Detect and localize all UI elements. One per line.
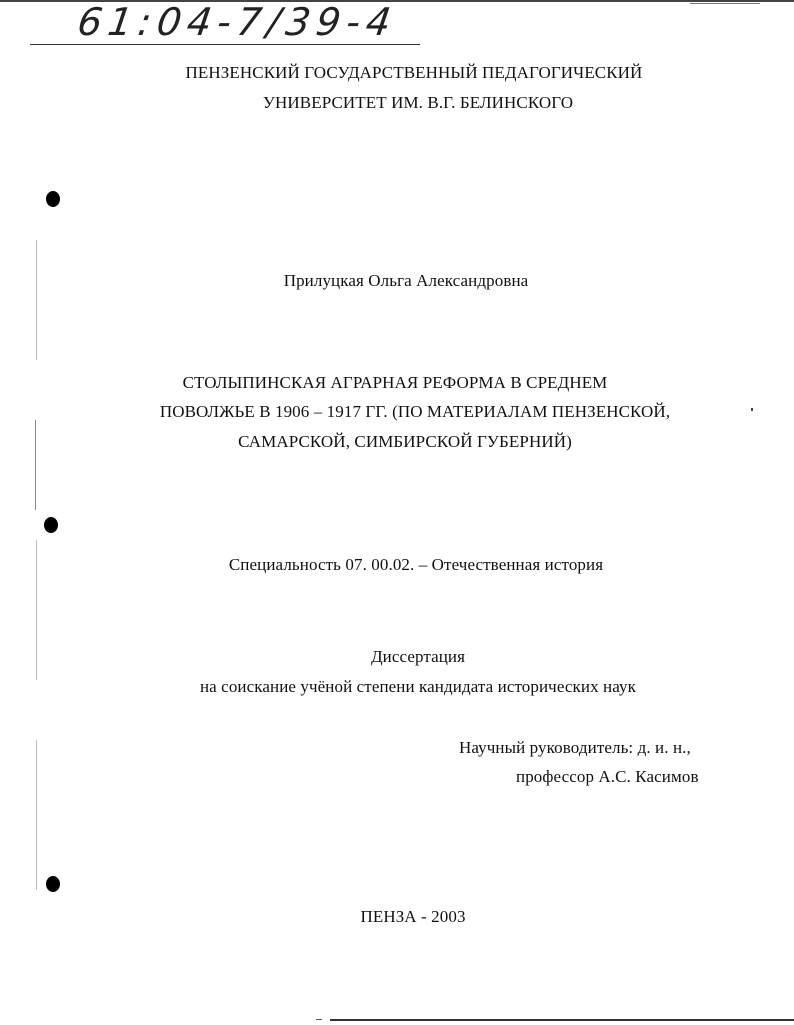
punch-hole-top [46, 191, 60, 207]
specialty: Специальность 07. 00.02. – Отечественная история [228, 555, 604, 574]
university-name-line-2: УНИВЕРСИТЕТ ИМ. В.Г. БЕЛИНСКОГО [262, 93, 574, 112]
supervisor-label: Научный руководитель: д. и. н., [459, 738, 691, 757]
archive-code-underline [30, 44, 420, 45]
thesis-title-line-3: САМАРСКОЙ, СИМБИРСКОЙ ГУБЕРНИЙ) [238, 432, 572, 451]
place-and-year: ПЕНЗА - 2003 [360, 907, 466, 926]
author-name: Прилуцкая Ольга Александровна [283, 271, 529, 290]
scan-top-right-mark [690, 3, 760, 4]
scan-bottom-speck [316, 1019, 322, 1020]
scan-left-edge-4 [36, 740, 37, 890]
supervisor-name: профессор А.С. Касимов [516, 767, 699, 786]
university-name-line-1: ПЕНЗЕНСКИЙ ГОСУДАРСТВЕННЫЙ ПЕДАГОГИЧЕСКИЙ [185, 63, 643, 82]
punch-hole-bottom [46, 876, 60, 892]
archive-code: 61:04-7/39-4 [74, 0, 400, 44]
scan-bottom-edge [330, 1019, 794, 1021]
punch-hole-middle [44, 517, 58, 533]
work-type: Диссертация [370, 647, 466, 666]
thesis-title-line-2: ПОВОЛЖЬЕ В 1906 – 1917 ГГ. (ПО МАТЕРИАЛАМ ПЕНЗЕНСКОЙ, [159, 402, 671, 421]
degree-purpose: на соискание учёной степени кандидата исторических наук [199, 677, 636, 696]
thesis-title-line-1: СТОЛЫПИНСКАЯ АГРАРНАЯ РЕФОРМА В СРЕДНЕМ [182, 373, 608, 392]
scan-left-edge-1 [36, 240, 37, 360]
